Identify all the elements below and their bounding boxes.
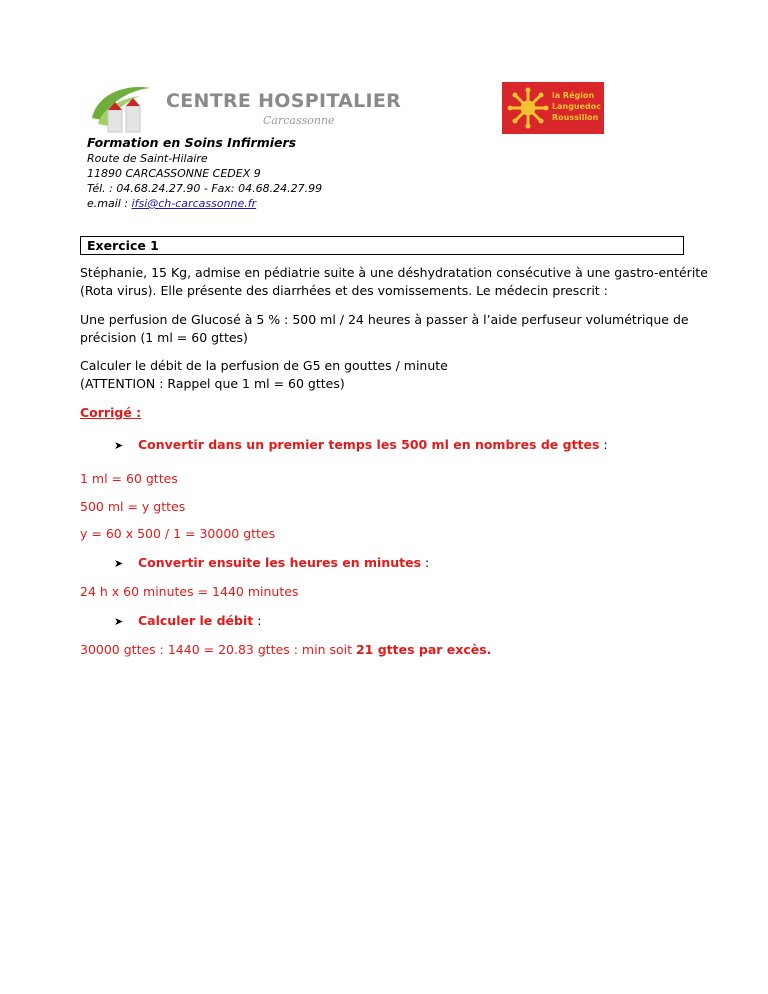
address-line-1: Route de Saint-Hilaire [87,152,208,165]
question-line-1: Calculer le débit de la perfusion de G5 en gouttes / minute [80,358,448,373]
hospital-logo [88,80,402,140]
email-line: e.mail : ifsi@ch-carcassonne.fr [87,197,257,210]
step-1: ➤ Convertir dans un premier temps les 500 ml en nombres de gttes : [114,436,608,455]
calc-line-2: 500 ml = y gttes [80,499,186,514]
calc-line-1: 1 ml = 60 gttes [80,471,178,486]
calc-line-3: y = 60 x 500 / 1 = 30000 gttes [80,526,276,541]
intro-line-2: (Rota virus). Elle présente des diarrhées et des vomissements. Le médecin prescrit : [80,283,608,298]
region-logo [502,82,604,134]
hospital-emblem-icon [88,80,168,140]
result-line: 30000 gttes : 1440 = 20.83 gttes : min soit 21 gttes par excès. [80,642,492,657]
school-name: Formation en Soins Infirmiers [87,135,297,150]
exercise-title: Exercice 1 [80,236,684,255]
hospital-brand-name: CENTRE HOSPITALIER [166,90,402,112]
result-answer: 21 gttes par excès. [355,642,492,657]
occitan-cross-icon [506,86,550,130]
step-2: ➤ Convertir ensuite les heures en minutes : [114,554,429,573]
arrow-bullet-icon: ➤ [114,439,124,452]
phone-fax: Tél. : 04.68.24.27.90 - Fax: 04.68.24.27.99 [87,182,323,195]
address-line-2: 11890 CARCASSONNE CEDEX 9 [87,167,261,180]
prescription-line-1: Une perfusion de Glucosé à 5 % : 500 ml / 24 heures à passer à l’aide perfuseur volumétrique de [80,312,689,327]
intro-line-1: Stéphanie, 15 Kg, admise en pédiatrie suite à une déshydratation consécutive à une gastro-entérite [80,265,708,280]
arrow-bullet-icon: ➤ [114,615,124,628]
calc-line-4: 24 h x 60 minutes = 1440 minutes [80,584,299,599]
prescription-line-2: précision (1 ml = 60 gttes) [80,330,248,345]
correction-title: Corrigé : [80,405,142,420]
email-link[interactable]: ifsi@ch-carcassonne.fr [131,197,257,210]
question-line-2: (ATTENTION : Rappel que 1 ml = 60 gttes) [80,376,345,391]
step-3: ➤ Calculer le débit : [114,612,261,631]
arrow-bullet-icon: ➤ [114,557,124,570]
region-name: la Région Languedoc Roussillon [552,91,602,122]
hospital-city: Carcassonne [263,114,335,127]
